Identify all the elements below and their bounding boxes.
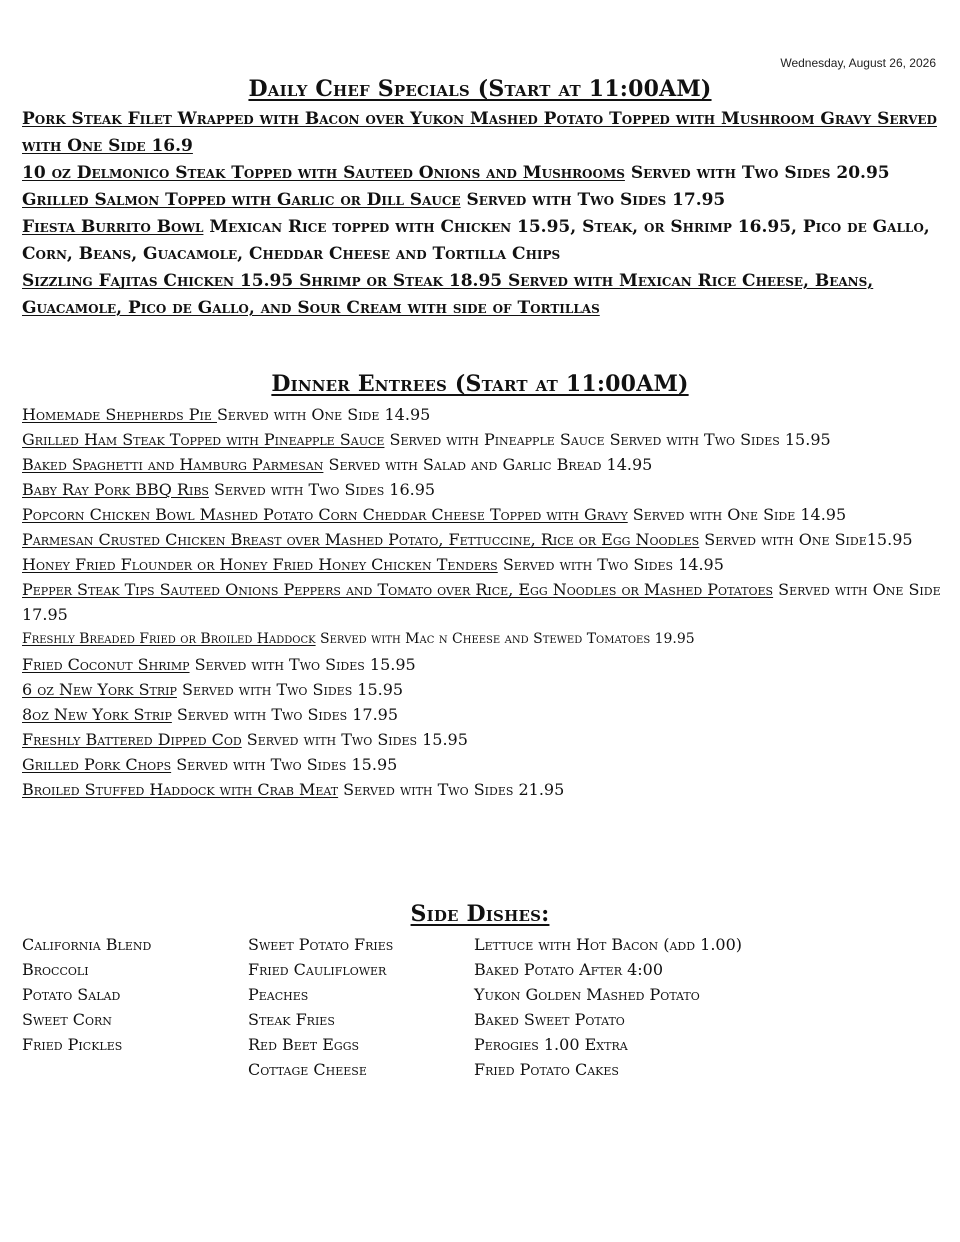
item-detail: Served with One Side 14.95 (627, 505, 847, 524)
sides-row (22, 957, 922, 982)
item-name: 8oz New York Strip (22, 705, 172, 724)
item-detail: Served with One Side 17.95 (22, 580, 941, 624)
item-detail: Served with One Side15.95 (699, 530, 913, 549)
special-item (22, 160, 942, 187)
item-name: 10 oz Delmonico Steak Topped with Sauteed Onions and Mushrooms (22, 163, 625, 183)
side-item: Steak Fries (248, 1010, 335, 1029)
item-detail: Served with Two Sides 17.95 (171, 705, 399, 724)
specials-list (22, 106, 942, 322)
side-item: Red Beet Eggs (248, 1035, 360, 1054)
item-detail: Served with Two Sides 20.95 (624, 163, 890, 183)
sides-table (22, 932, 922, 1082)
entree-item (22, 702, 942, 727)
entrees-heading: Dinner Entrees (Start at 11:00AM) (271, 371, 689, 397)
item-name: Homemade Shepherds Pie (22, 405, 217, 424)
side-item: Sweet Corn (22, 1010, 112, 1029)
side-item: Cottage Cheese (248, 1060, 367, 1079)
item-name: Grilled Pork Chops (22, 755, 172, 774)
sides-heading: Side Dishes: (410, 901, 550, 927)
entree-item (22, 477, 942, 502)
entree-item (22, 502, 942, 527)
item-detail: Served with Salad and Garlic Bread 14.95 (323, 455, 653, 474)
item-name: 6 oz New York Strip (22, 680, 177, 699)
side-item: Fried Potato Cakes (474, 1060, 619, 1079)
sides-row (22, 982, 922, 1007)
entree-item (22, 752, 942, 777)
side-item: Potato Salad (22, 985, 121, 1004)
entree-item (22, 527, 942, 552)
item-detail: Served with One Side 14.95 (216, 405, 431, 424)
item-name: Popcorn Chicken Bowl Mashed Potato Corn Cheddar Cheese Topped with Gravy (22, 505, 628, 524)
special-item (22, 214, 942, 268)
sides-row (22, 1007, 922, 1032)
date-header: Wednesday, August 26, 2026 (780, 56, 936, 70)
sides-row (22, 1057, 922, 1082)
entree-item (22, 727, 942, 752)
entree-item (22, 627, 942, 652)
item-detail: Mexican Rice topped with Chicken 15.95, Steak, or Shrimp 16.95, Pico de Gallo, Corn, Beans, Guacamole, Cheddar Cheese and Tortilla Chips (22, 217, 930, 264)
side-item: Yukon Golden Mashed Potato (474, 985, 700, 1004)
item-detail: Served with Two Sides 16.95 (208, 480, 436, 499)
entree-item (22, 452, 942, 477)
item-name: Freshly Breaded Fried or Broiled Haddock (22, 631, 316, 647)
item-detail: Served with Two Sides 21.95 (338, 780, 565, 799)
side-item: Sweet Potato Fries (248, 935, 394, 954)
item-name: Broiled Stuffed Haddock with Crab Meat (22, 780, 339, 799)
item-detail: Served with Pineapple Sauce Served with Two Sides 15.95 (384, 430, 831, 449)
item-name: Grilled Ham Steak Topped with Pineapple Sauce (22, 430, 385, 449)
side-item: Lettuce with Hot Bacon (add 1.00) (474, 935, 743, 954)
entree-item (22, 577, 942, 627)
item-detail: Served with Two Sides 14.95 (497, 555, 724, 574)
item-name: Pork Steak Filet Wrapped with Bacon over Yukon Mashed Potato Topped with Mushroom Gravy Served with One Side 16.9 (22, 109, 937, 156)
item-detail: Served with Two Sides 15.95 (241, 730, 468, 749)
side-item: Perogies 1.00 Extra (474, 1035, 628, 1054)
entree-item (22, 427, 942, 452)
side-item: Baked Sweet Potato (474, 1010, 625, 1029)
item-detail: Served with Two Sides 15.95 (189, 655, 416, 674)
side-item: Baked Potato After 4:00 (474, 960, 664, 979)
item-name: Parmesan Crusted Chicken Breast over Mashed Potato, Fettuccine, Rice or Egg Noodles (22, 530, 700, 549)
item-name: Baby Ray Pork BBQ Ribs (22, 480, 209, 499)
entree-item (22, 652, 942, 677)
item-name: Grilled Salmon Topped with Garlic or Dill Sauce (22, 190, 461, 210)
entree-item (22, 552, 942, 577)
item-detail: Served with Two Sides 17.95 (460, 190, 726, 210)
side-item: Fried Pickles (22, 1035, 123, 1054)
entree-item (22, 777, 942, 802)
item-name: Fried Coconut Shrimp (22, 655, 190, 674)
item-name: Baked Spaghetti and Hamburg Parmesan (22, 455, 324, 474)
sides-row (22, 1032, 922, 1057)
side-item: California Blend (22, 935, 152, 954)
item-detail: Served with Two Sides 15.95 (171, 755, 398, 774)
item-name: Pepper Steak Tips Sauteed Onions Peppers and Tomato over Rice, Egg Noodles or Mashed Potatoes (22, 580, 774, 599)
special-item (22, 268, 942, 322)
entree-item (22, 402, 942, 427)
entrees-list (22, 402, 942, 802)
special-item (22, 106, 942, 160)
side-item: Peaches (248, 985, 309, 1004)
item-name: Freshly Battered Dipped Cod (22, 730, 242, 749)
entree-item (22, 677, 942, 702)
side-item: Broccoli (22, 960, 89, 979)
side-item: Fried Cauliflower (248, 960, 387, 979)
item-name: Sizzling Fajitas Chicken 15.95 Shrimp or Steak 18.95 Served with Mexican Rice Cheese, Beans, Guacamole, Pico de Gallo, and Sour Cream with side of Tortillas (22, 271, 874, 318)
item-detail: Served with Two Sides 15.95 (176, 680, 404, 699)
item-name: Honey Fried Flounder or Honey Fried Honey Chicken Tenders (22, 555, 498, 574)
item-name: Fiesta Burrito Bowl (22, 217, 204, 237)
special-item (22, 187, 942, 214)
specials-heading: Daily Chef Specials (Start at 11:00AM) (248, 76, 712, 102)
item-detail: Served with Mac n Cheese and Stewed Tomatoes 19.95 (315, 631, 695, 647)
sides-row (22, 932, 922, 957)
